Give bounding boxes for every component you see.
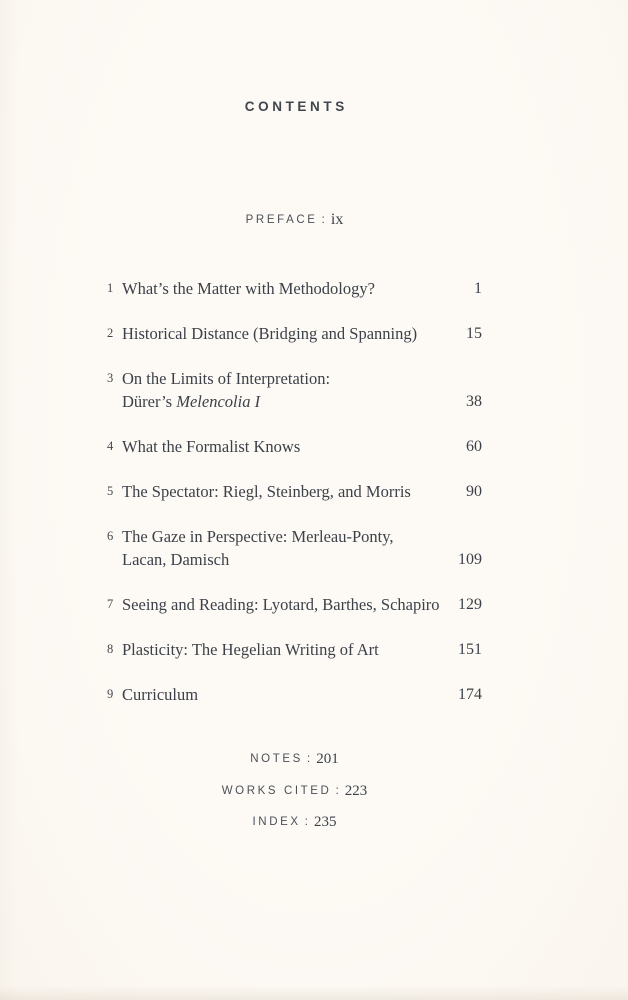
- chapter-title: [122, 480, 454, 503]
- chapter-number: 3: [107, 371, 114, 385]
- backmatter-separator: :: [306, 751, 311, 765]
- chapter-number: 2: [107, 326, 114, 340]
- chapter-title-segment: The Spectator: Riegl, Steinberg, and Morris: [122, 482, 411, 501]
- chapter-list: [107, 277, 482, 728]
- backmatter-label: INDEX: [252, 816, 301, 828]
- chapter-title-segment: Seeing and Reading: Lyotard, Barthes, Schapiro: [122, 595, 440, 614]
- toc-entry: [107, 638, 482, 661]
- backmatter-entry: [107, 748, 482, 769]
- chapter-title: [122, 322, 454, 345]
- chapter-page-number: 60: [466, 438, 482, 455]
- preface-page-number: ix: [330, 211, 344, 228]
- toc-entry: [107, 277, 482, 300]
- chapter-number: 9: [107, 687, 114, 701]
- backmatter-label: WORKS CITED: [221, 784, 332, 797]
- backmatter-page-number: 235: [314, 814, 337, 830]
- chapter-title: [122, 277, 454, 300]
- backmatter-page-number: 201: [316, 751, 339, 767]
- chapter-number: 4: [107, 439, 114, 453]
- chapter-page-number: 109: [458, 551, 482, 568]
- chapter-page-number: 174: [458, 686, 482, 703]
- chapter-title-segment: Lacan, Damisch: [122, 550, 230, 569]
- toc-entry: [107, 593, 482, 616]
- chapter-title-italic-segment: Melencolia I: [176, 392, 261, 411]
- chapter-title-segment: Plasticity: The Hegelian Writing of Art: [122, 640, 379, 659]
- chapter-title: [122, 638, 454, 661]
- chapter-number: 7: [107, 597, 114, 611]
- chapter-page-number: 151: [458, 641, 482, 658]
- chapter-title: [122, 367, 454, 413]
- toc-entry: [107, 525, 482, 571]
- chapter-number: 6: [107, 529, 114, 543]
- chapter-title-line: [122, 367, 444, 390]
- chapter-title: [122, 683, 454, 706]
- chapter-title-line: [122, 638, 444, 661]
- chapter-title-segment: What the Formalist Knows: [122, 437, 301, 456]
- backmatter-label: NOTES: [250, 753, 303, 765]
- chapter-page-number: 15: [466, 325, 482, 342]
- chapter-title-line: [122, 277, 444, 300]
- chapter-title: [122, 593, 454, 616]
- chapter-title-line: [122, 480, 444, 503]
- chapter-title: [122, 435, 454, 458]
- chapter-title-segment: The Gaze in Perspective: Merleau-Ponty,: [122, 527, 394, 546]
- chapter-title: [122, 525, 454, 571]
- chapter-title-segment: What’s the Matter with Methodology?: [122, 279, 375, 298]
- chapter-title-line: [122, 322, 444, 345]
- toc-entry: [107, 322, 482, 345]
- chapter-title-line: [122, 548, 444, 571]
- chapter-title-line: [122, 390, 444, 413]
- chapter-title-segment: Dürer’s: [122, 392, 177, 411]
- chapter-title-segment: Curriculum: [122, 685, 199, 704]
- chapter-title-line: [122, 593, 444, 616]
- chapter-number: 8: [107, 642, 114, 656]
- backmatter-entry: [107, 811, 482, 832]
- backmatter-page-number: 223: [344, 782, 368, 799]
- chapter-page-number: 1: [474, 280, 482, 297]
- page-title: CONTENTS: [244, 99, 348, 114]
- type-block: [107, 0, 482, 1000]
- chapter-number: 1: [107, 281, 114, 295]
- toc-entry: [107, 480, 482, 503]
- preface-label: PREFACE: [245, 214, 318, 226]
- chapter-title-line: [122, 435, 444, 458]
- chapter-page-number: 129: [458, 596, 482, 613]
- backmatter-separator: :: [304, 814, 308, 828]
- chapter-page-number: 38: [466, 393, 482, 410]
- chapter-title-segment: Historical Distance (Bridging and Spanning): [122, 324, 418, 343]
- toc-entry: [107, 367, 482, 413]
- chapter-title-line: [122, 525, 444, 548]
- preface-separator: :: [321, 212, 325, 226]
- chapter-title-line: [122, 683, 444, 706]
- toc-entry: [107, 683, 482, 706]
- chapter-number: 5: [107, 484, 114, 498]
- toc-entry: [107, 435, 482, 458]
- chapter-page-number: 90: [466, 483, 482, 500]
- backmatter-entry: [107, 780, 482, 801]
- backmatter-list: [107, 748, 482, 843]
- chapter-title-segment: On the Limits of Interpretation:: [122, 369, 331, 388]
- backmatter-separator: :: [335, 782, 339, 797]
- preface-entry: [107, 211, 482, 229]
